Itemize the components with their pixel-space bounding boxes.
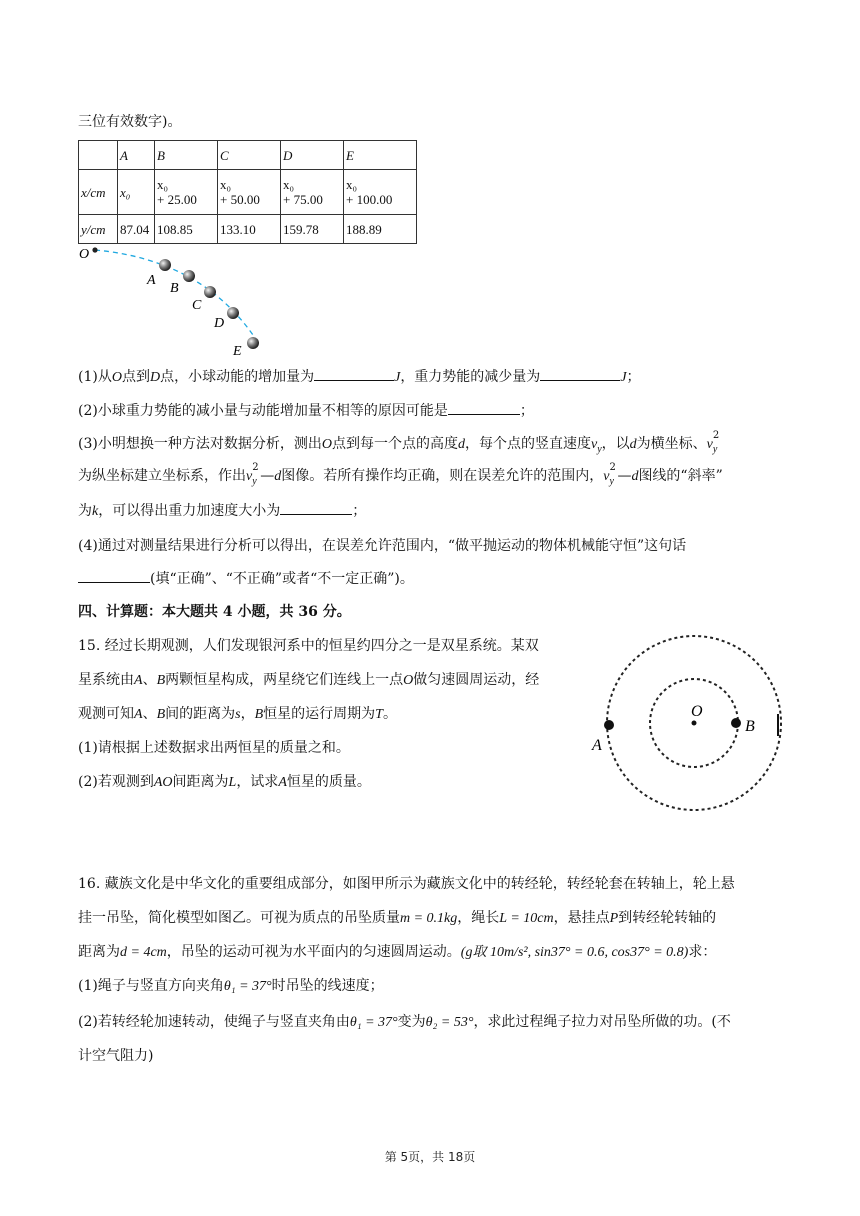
var: v <box>706 437 713 452</box>
table-cell: 133.10 <box>218 215 281 244</box>
label-a: A <box>147 273 156 288</box>
q15-line2 <box>78 670 539 691</box>
var: O <box>403 673 414 688</box>
math: m = 0.1kg <box>400 911 458 926</box>
q14-part3-line2 <box>78 462 723 487</box>
table-cell: x₀ + 50.00 <box>218 170 281 215</box>
var: v <box>603 469 610 484</box>
text: ，悬挂点 <box>553 910 610 926</box>
text: ，每个点的竖直速度 <box>464 436 591 452</box>
unit: J <box>620 370 627 385</box>
text: ， <box>240 706 255 722</box>
sup-sub <box>712 430 721 455</box>
table-row-x <box>79 170 417 215</box>
superscript: 2 <box>712 430 720 441</box>
table-row-y <box>79 215 417 244</box>
text: (2)若观测到 <box>78 774 154 790</box>
sup-sub <box>609 462 617 487</box>
var: d <box>457 437 465 452</box>
text: 恒星的质量。 <box>286 774 371 790</box>
table-cell: x₀ + 25.00 <box>155 170 218 215</box>
ball-a <box>159 259 171 271</box>
answer-blank[interactable] <box>448 400 520 415</box>
var: O <box>111 370 122 385</box>
text: 点，小球动能的增加量为 <box>160 369 315 385</box>
text: 为 <box>78 503 92 519</box>
table-header-cell: D <box>281 141 344 170</box>
var: d <box>274 469 282 484</box>
table-header-row <box>79 141 417 170</box>
math: d = 4cm <box>120 945 167 960</box>
text: ； <box>352 503 367 519</box>
math: θ₁ = 37° <box>349 1015 398 1030</box>
math: θ₁ = 37° <box>223 979 272 994</box>
text: 求： <box>688 944 717 960</box>
var: A <box>278 775 287 790</box>
label-b: B <box>170 281 179 296</box>
var: s <box>235 707 241 722</box>
math: L = 10cm <box>499 911 554 926</box>
var: B <box>254 707 264 722</box>
text: ，绳长 <box>457 910 500 926</box>
var: T <box>375 707 383 722</box>
ball-b <box>183 270 195 282</box>
ball-e <box>247 337 259 349</box>
text: ，可以得出重力加速度大小为 <box>98 503 281 519</box>
trajectory-curve <box>95 250 259 344</box>
measurement-table <box>78 140 417 244</box>
text: 图像。若所有操作均正确，则在误差允许的范围内， <box>281 468 604 484</box>
text: 为纵坐标建立坐标系，作出 <box>78 468 246 484</box>
label-a: A <box>592 737 602 754</box>
answer-blank[interactable] <box>78 568 150 583</box>
text: 恒星的运行周期为 <box>263 706 376 722</box>
answer-blank[interactable] <box>314 366 394 381</box>
math: (g取 10m/s², sin37° = 0.6, cos37° = 0.8) <box>460 945 689 960</box>
text: 点到 <box>121 369 150 385</box>
var: AO <box>153 775 173 790</box>
superscript: 2 <box>252 462 259 473</box>
subscript: y <box>609 476 614 487</box>
text: 、 <box>142 706 157 722</box>
subscript: y <box>712 444 718 455</box>
page-footer: 第 5页，共 18页 <box>384 1150 476 1164</box>
q16-part2-line1 <box>78 1012 731 1033</box>
ball-d <box>227 307 239 319</box>
text: 两颗恒星构成，两星绕它们连线上一点 <box>165 672 404 688</box>
q16-line3 <box>78 942 716 963</box>
text: 变为 <box>397 1014 426 1030</box>
text: ； <box>626 369 641 385</box>
sup-sub <box>252 462 260 487</box>
star-b <box>731 718 741 728</box>
var: B <box>156 707 166 722</box>
label-c: C <box>192 298 202 313</box>
point-o <box>92 247 97 252</box>
text: — <box>617 468 632 484</box>
var: L <box>228 775 237 790</box>
binary-star-figure <box>588 630 794 816</box>
q15-part2 <box>78 772 371 793</box>
q14-part4-line1: (4)通过对测量结果进行分析可以得出，在误差允许范围内，“做平抛运动的物体机械能守恒”这句话 <box>78 538 687 554</box>
var: A <box>134 707 143 722</box>
table-cell: 108.85 <box>155 215 218 244</box>
q14-part2 <box>78 400 534 421</box>
star-a <box>604 720 614 730</box>
table-cell: 188.89 <box>344 215 417 244</box>
text: (2)若转经轮加速转动，使绳子与竖直夹角由 <box>78 1014 350 1030</box>
text: 点到每一个点的高度 <box>331 436 458 452</box>
text: 间距离为 <box>172 774 229 790</box>
q15-line1: 15. 经过长期观测，人们发现银河系中的恒星约四分之一是双星系统。某双 <box>78 638 539 654</box>
var: P <box>609 911 619 926</box>
text: ，求此过程绳子拉力对吊坠所做的功。(不 <box>473 1014 731 1030</box>
q14-part3-line3 <box>78 500 366 522</box>
table-row-label: y/cm <box>79 215 118 244</box>
text: ，试求 <box>236 774 279 790</box>
text: 、 <box>142 672 157 688</box>
var: B <box>156 673 166 688</box>
section-heading: 四、计算题：本大题共 4 小题，共 36 分。 <box>78 604 351 620</box>
text: (填“正确”、“不正确”或者“不一定正确”)。 <box>150 571 414 587</box>
text: (3)小明想换一种方法对数据分析，测出 <box>78 436 322 452</box>
q14-part1 <box>78 366 641 388</box>
answer-blank[interactable] <box>280 500 352 515</box>
var: O <box>321 437 332 452</box>
text: (1)从 <box>78 369 112 385</box>
text: 做匀速圆周运动，经 <box>413 672 540 688</box>
table-cell: x₀ + 75.00 <box>281 170 344 215</box>
table-header-cell: C <box>218 141 281 170</box>
text: — <box>260 468 275 484</box>
table-cell: x₀ <box>118 170 155 215</box>
table-row-label: x/cm <box>79 170 118 215</box>
q16-part2-line2: 计空气阻力) <box>78 1048 154 1064</box>
q15-part1: (1)请根据上述数据求出两恒星的质量之和。 <box>78 740 350 756</box>
text: (2)小球重力势能的减小量与动能增加量不相等的原因可能是 <box>78 403 448 419</box>
subscript: y <box>597 443 602 455</box>
label-o: O <box>79 247 90 262</box>
subscript: y <box>252 476 257 487</box>
text: 距离为 <box>78 944 120 960</box>
var: v <box>590 437 598 452</box>
q16-line2 <box>78 908 716 929</box>
text: ，重力势能的减少量为 <box>400 369 541 385</box>
table-header-cell: E <box>344 141 417 170</box>
unit: J <box>394 370 401 385</box>
intro-line: 三位有效数字)。 <box>78 114 182 130</box>
table-header-cell <box>79 141 118 170</box>
table-cell: x₀ + 100.00 <box>344 170 417 215</box>
text: 。 <box>382 706 397 722</box>
label-e: E <box>233 344 242 359</box>
text: 挂一吊坠，简化模型如图乙。可视为质点的吊坠质量 <box>78 910 400 926</box>
trajectory-figure <box>76 244 276 360</box>
table-header-cell: B <box>155 141 218 170</box>
table-cell: 159.78 <box>281 215 344 244</box>
q15-line3 <box>78 704 397 725</box>
center-o <box>692 721 697 726</box>
var: A <box>134 673 143 688</box>
text: 观测可知 <box>78 706 134 722</box>
var: d <box>631 469 639 484</box>
text: 间的距离为 <box>165 706 236 722</box>
label-b: B <box>745 718 755 735</box>
var: k <box>92 504 99 519</box>
text: 星系统由 <box>78 672 134 688</box>
label-o: O <box>691 703 703 720</box>
text: ，吊坠的运动可视为水平面内的匀速圆周运动。 <box>166 944 461 960</box>
q14-part4-line2 <box>78 568 414 589</box>
var: d <box>629 437 637 452</box>
text: ； <box>519 403 534 419</box>
q16-line1: 16. 藏族文化是中华文化的重要组成部分，如图甲所示为藏族文化中的转经轮，转经轮套在转轴上，轮上悬 <box>78 876 735 892</box>
table-header-cell: A <box>118 141 155 170</box>
ball-c <box>204 286 216 298</box>
label-d: D <box>214 316 225 331</box>
text: ，以 <box>601 436 630 452</box>
var: D <box>149 370 161 385</box>
answer-blank[interactable] <box>540 366 620 381</box>
math: θ₂ = 53° <box>425 1015 474 1030</box>
superscript: 2 <box>609 462 616 473</box>
table-cell: 87.04 <box>118 215 155 244</box>
text: (1)绳子与竖直方向夹角 <box>78 978 224 994</box>
var: v <box>246 469 253 484</box>
q14-part3-line1 <box>78 430 721 460</box>
text: 图线的“斜率” <box>638 468 723 484</box>
text: 到转经轮转轴的 <box>618 910 717 926</box>
text: 时吊坠的线速度； <box>271 978 384 994</box>
text: 为横坐标、 <box>636 436 707 452</box>
q16-part1 <box>78 976 384 997</box>
